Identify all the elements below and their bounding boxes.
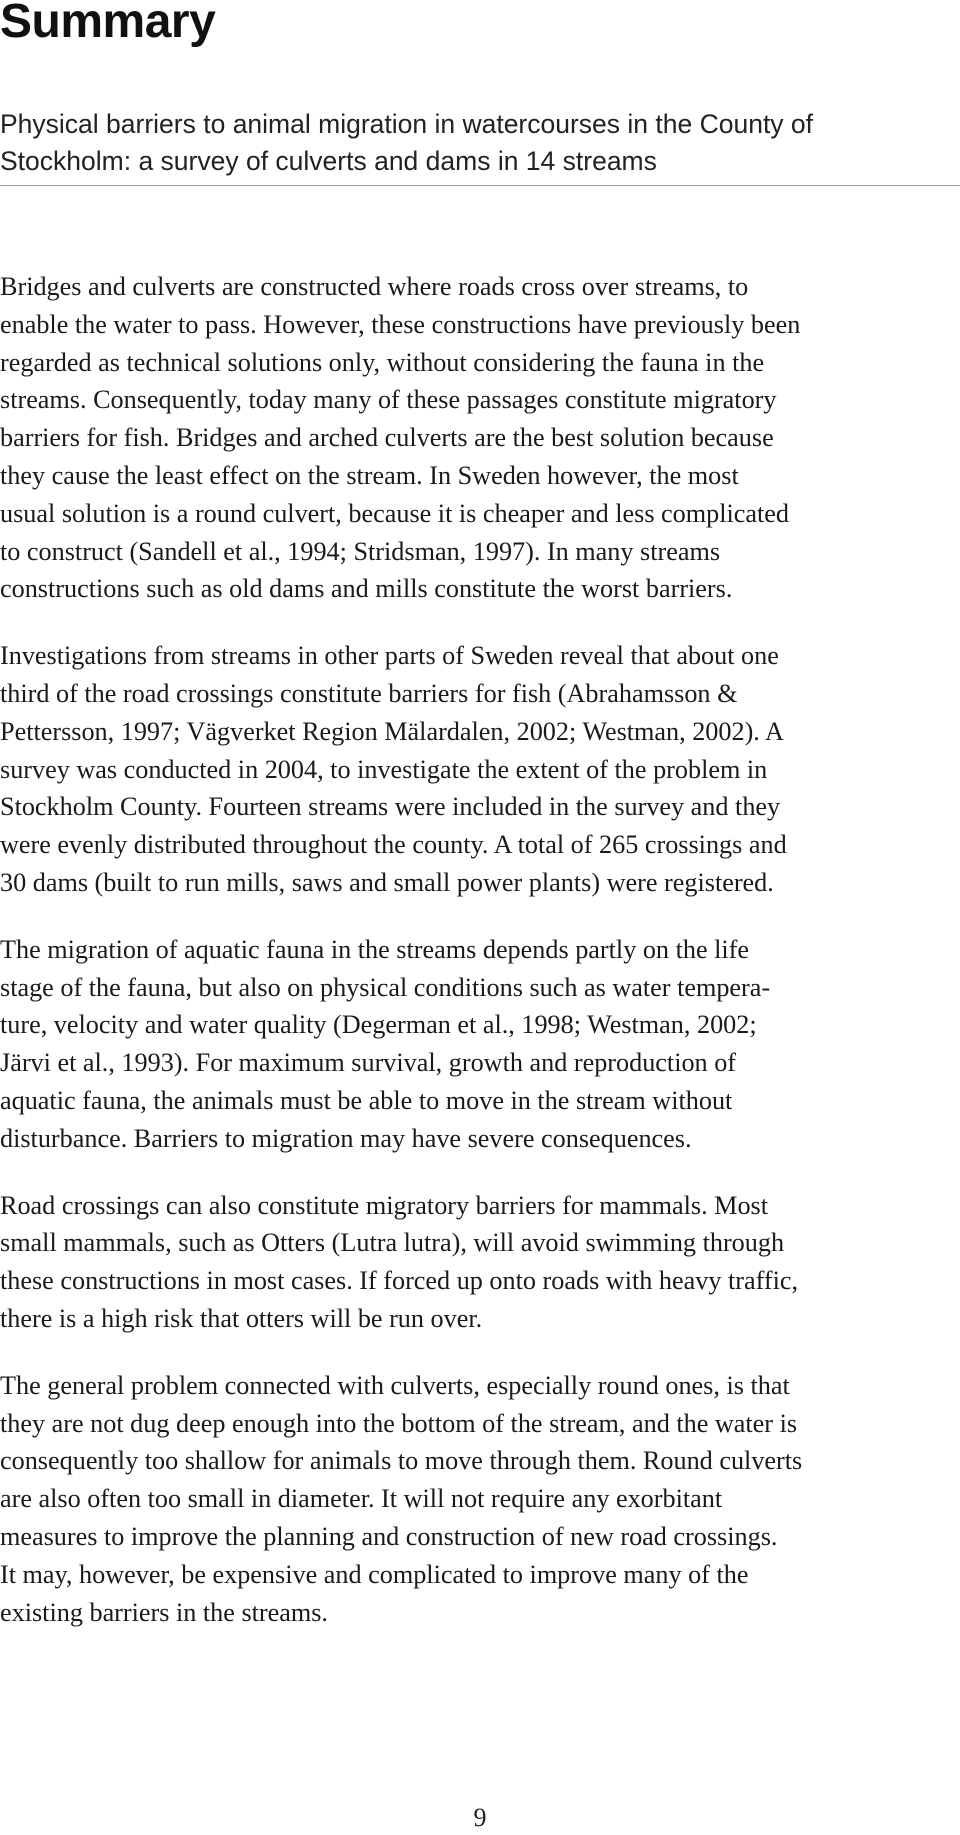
paragraph-1: Bridges and culverts are constructed where roads cross over streams, to enable the water to pass. However, these constructions have previously been regarded as technical solutions only, without considering the fauna in the streams. Consequently, today many of these passages constitute migratory barriers for fish. Bridges and arched culverts are the best solution because they cause the least effect on the stream. In Sweden however, the most usual solution is a round culvert, because it is cheaper and less complicated to construct (Sandell et al., 1994; Stridsman, 1997). In many streams constructions such as old dams and mills constitute the worst barriers. (0, 272, 801, 604)
document-subtitle: Physical barriers to animal migration in watercourses in the County of Stockholm: a survey of culverts and dams in 14 streams (0, 109, 814, 176)
paragraph-4: Road crossings can also constitute migratory barriers for mammals. Most small mammals, such as Otters (Lutra lutra), will avoid swimming through these constructions in most cases. If forced up onto roads with heavy traffic, there is a high risk that otters will be run over. (0, 1190, 799, 1333)
page-number: 9 (473, 1803, 487, 1832)
body-text (0, 268, 960, 1660)
subtitle-divider (0, 185, 960, 186)
paragraph-5: The general problem connected with culverts, especially round ones, is that they are not dug deep enough into the bottom of the stream, and the water is consequently too shallow for animals to move through them. Round culverts are also often too small in diameter. It will not require any exorbitant measures to improve the planning and construction of new road crossings. It may, however, be expensive and complicated to improve many of the existing barriers in the streams. (0, 1370, 803, 1627)
paragraph-2: Investigations from streams in other parts of Sweden reveal that about one third of the road crossings constitute barriers for fish (Abrahamsson & Pettersson, 1997; Vägverket Region Mälardalen, 2002; Westman, 2002). A survey was conducted in 2004, to investigate the extent of the problem in Stockholm County. Fourteen streams were included in the survey and they were evenly distributed throughout the county. A total of 265 crossings and 30 dams (built to run mills, saws and small power plants) were registered. (0, 641, 787, 897)
page-heading: Summary (0, 0, 216, 48)
paragraph-3: The migration of aquatic fauna in the streams depends partly on the life stage of the fauna, but also on physical conditions such as water tempera- ture, velocity and water quality (Degerman et al., 1998; Westman, 2002; Järvi et al., 1993). For maximum survival, growth and reproduction of aquatic fauna, the animals must be able to move in the stream without disturbance. Barriers to migration may have severe consequences. (0, 934, 771, 1153)
